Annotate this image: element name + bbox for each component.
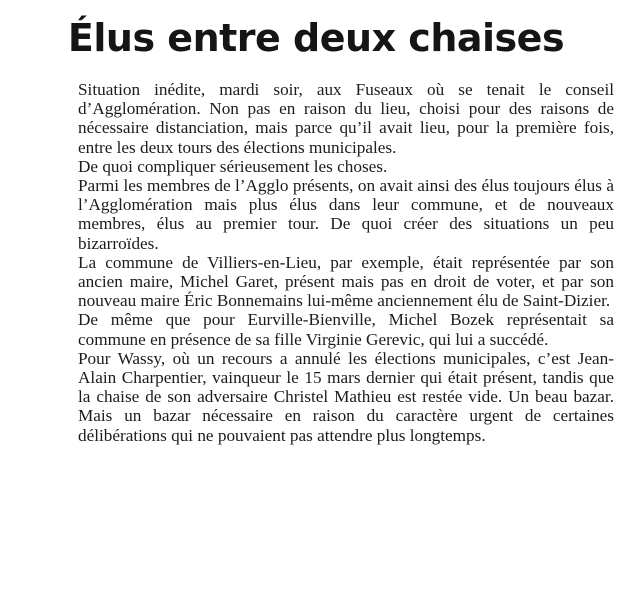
paragraph-6: Pour Wassy, où un recours a annulé les élections municipales, c’est Jean-Alain Charpentier, vainqueur le 15 mars dernier qui était présent, tandis que la chaise de son adversaire Christel Mathieu est restée vide. Un beau bazar. Mais un bazar nécessaire en raison du caractère urgent de certaines délibérations qui ne pouvaient pas attendre plus longtemps. bbox=[78, 348, 614, 445]
paragraph-2: De quoi compliquer sérieusement les choses. bbox=[78, 156, 388, 176]
paragraph-4: La commune de Villiers-en-Lieu, par exemple, était représentée par son ancien maire, Michel Garet, présent mais pas en droit de voter, et par son nouveau maire Éric Bonnemains lui-même anciennement élu de Saint-Dizier. bbox=[78, 252, 614, 311]
paragraph-3: Parmi les membres de l’Agglo présents, on avait ainsi des élus toujours élus à l’Agglomération mais plus élus dans leur commune, et de nouveaux membres, élus au premier tour. De quoi créer des situations un peu bizarroïdes. bbox=[78, 176, 614, 253]
paragraph-5: De même que pour Eurville-Bienville, Michel Bozek représentait sa commune en présence de sa fille Virginie Gerevic, qui lui a succédé. bbox=[78, 310, 614, 349]
article-body bbox=[78, 80, 614, 445]
paragraph-1: Situation inédite, mardi soir, aux Fuseaux où se tenait le conseil d’Agglomération. Non pas en raison du lieu, choisi pour des raisons de nécessaire distanciation, mais parce qu’il avait lieu, pour la première fois, entre les deux tours des élections municipales. bbox=[78, 80, 614, 157]
article-title: Élus entre deux chaises bbox=[67, 16, 565, 60]
